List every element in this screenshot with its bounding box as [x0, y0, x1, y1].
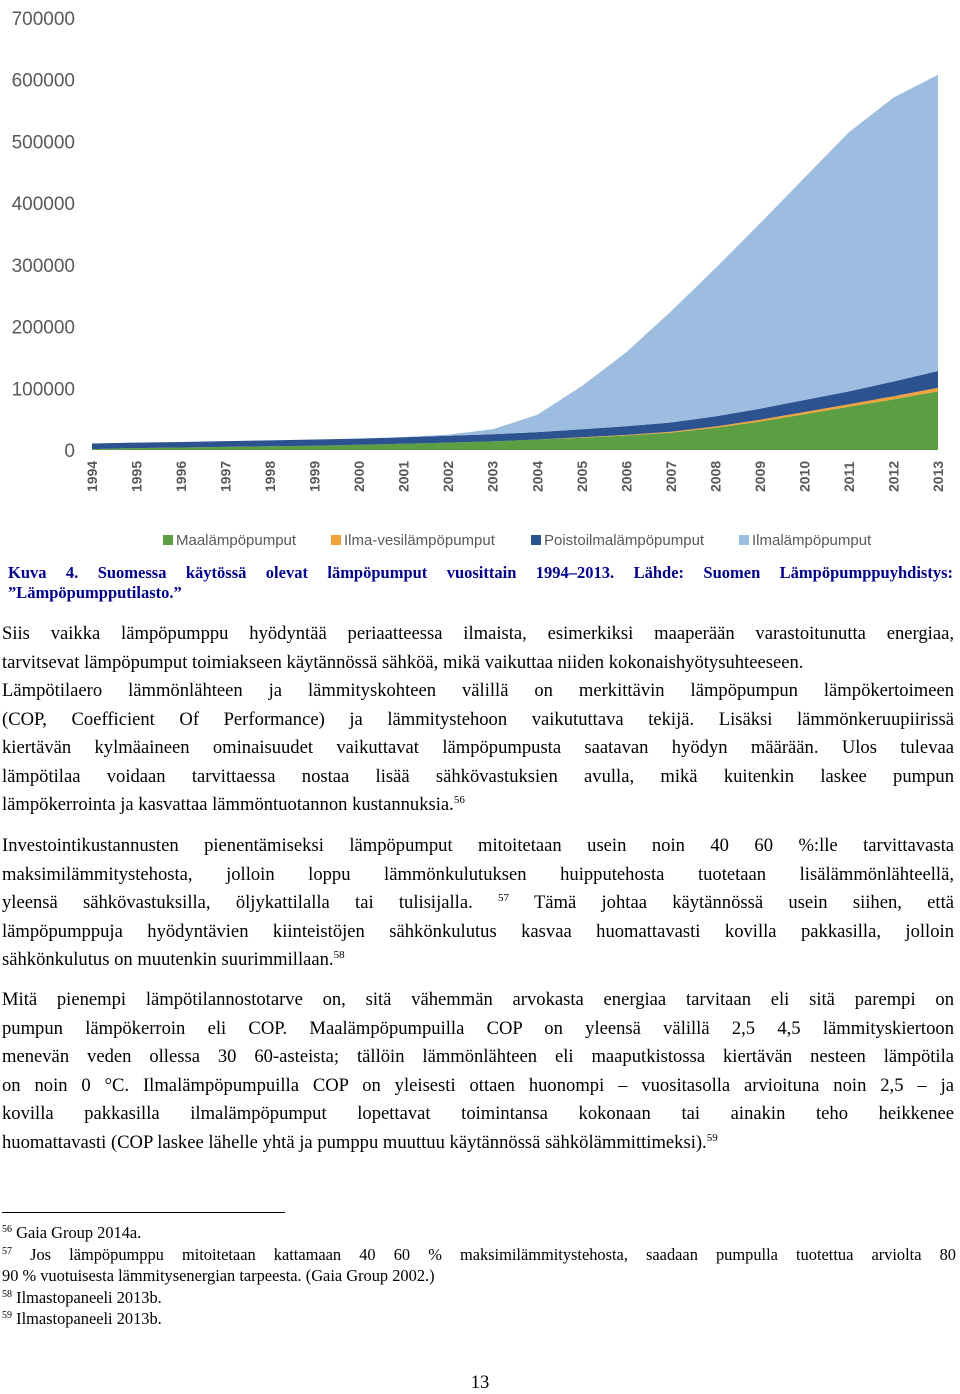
p1-line: kiertävän kylmäaineen ominaisuudet vaikuttavat lämpöpumpusta saatavan hyödyn määrään. Ulos tulevaa: [2, 737, 954, 758]
p3-line: Mitä pienempi lämpötilannostotarve on, sitä vähemmän arvokasta energiaa tarvitaan eli sitä parempi on: [2, 989, 954, 1010]
legend-swatch: [163, 535, 173, 545]
x-tick-label: 2013: [930, 460, 946, 492]
x-tick-label: 2008: [707, 460, 724, 492]
legend-swatch: [531, 535, 541, 545]
p1-line: lämpötilaa voidaan tarvittaessa nostaa lisää sähkövastuksien avulla, mikä kuitenkin laskee pumpun: [2, 765, 954, 787]
page-number: 13: [470, 1372, 490, 1393]
p2-line: lämpöpumppuja hyödyntävien kiinteistöjen sähkönkulutus kasvaa huomattavasti kovilla pakkasilla, jolloin: [2, 920, 954, 942]
footnote-59: [2, 1308, 956, 1330]
x-tick-label: 1996: [173, 460, 190, 492]
p3-line: menevän veden ollessa 30 60-asteista; tällöin lämmönlähteen eli maaputkistossa kiertävän nesteen lämpötila: [2, 1046, 954, 1067]
p2-line: Investointikustannusten pienentämiseksi lämpöpumput mitoitetaan usein noin 40 60 %:lle tarvittavasta: [2, 835, 954, 856]
legend-label: Maalämpöpumput: [176, 532, 297, 549]
footnotes: [2, 1222, 956, 1330]
y-tick-label: 600000: [11, 70, 75, 92]
p2-line: Tämä johtaa käytännössä usein siihen, että: [533, 892, 954, 913]
y-tick-label: 700000: [11, 9, 75, 30]
x-tick-label: 2007: [662, 460, 679, 492]
footnote-ref-57[interactable]: 57: [498, 892, 510, 904]
chart-areas: [92, 75, 938, 450]
footnote-text: Ilmastopaneeli 2013b.: [16, 1287, 162, 1307]
footnote-text: Jos lämpöpumppu mitoitetaan kattamaan 40 60 % maksimilämmitystehosta, saadaan pumpulla tuotettua arviolta 80: [30, 1244, 956, 1264]
y-axis-ticks: [12, 9, 75, 462]
x-tick-label: 2001: [395, 460, 412, 492]
figure-caption: [8, 563, 953, 603]
p2-line: sähkönkulutus on muutenkin suurimmillaan.: [2, 949, 334, 970]
caption-line-1: Kuva 4. Suomessa käytössä olevat lämpöpumput vuosittain 1994–2013. Lähde: Suomen Lämpöpumppuyhdistys:: [8, 563, 953, 582]
footnote-text: Ilmastopaneeli 2013b.: [16, 1309, 162, 1328]
x-tick-label: 1999: [306, 460, 323, 492]
x-tick-label: 2009: [751, 460, 768, 492]
x-axis-ticks: [84, 461, 946, 492]
x-tick-label: 1994: [84, 460, 100, 492]
footnote-ref-56[interactable]: 56: [453, 794, 465, 806]
x-tick-label: 2006: [618, 460, 635, 492]
footnote-number: 56: [2, 1224, 12, 1235]
p1-line: Siis vaikka lämpöpumppu hyödyntää periaatteessa ilmaista, esimerkiksi maaperään varastoitunutta energiaa,: [2, 623, 954, 644]
x-tick-label: 2002: [440, 460, 457, 492]
p3-line: pumpun lämpökerroin eli COP. Maalämpöpumpuilla COP on yleensä välillä 2,5 4,5 lämmityskiertoon: [2, 1017, 954, 1039]
x-tick-label: 2010: [796, 460, 813, 492]
footnote-number: 59: [2, 1310, 12, 1321]
y-tick-label: 400000: [11, 194, 75, 216]
x-tick-label: 2004: [529, 460, 546, 492]
footnote-57-cont: 90 % vuotuisesta lämmitysenergian tarpeesta. (Gaia Group 2002.): [2, 1266, 435, 1285]
paragraph-2: [2, 832, 954, 975]
legend-swatch: [739, 535, 749, 545]
p3-line: huomattavasti (COP laskee lähelle yhtä ja pumppu muuttuu käytännössä sähkölämmittimeksi).: [2, 1131, 707, 1153]
p1-line: (COP, Coefficient Of Performance) ja lämmitystehoon vaikututtava tekijä. Lisäksi lämmönkeruupiirissä: [2, 708, 954, 730]
p2-line: maksimilämmitystehosta, jolloin loppu lämmönkulutuksen huipputehosta tuotetaan lisälämmönlähteellä,: [2, 863, 954, 885]
p1-line: tarvitsevat lämpöpumput toimiakseen käytännössä sähköä, mikä vaikuttaa niiden kokonaishyötysuhteeseen.: [2, 651, 804, 673]
footnote-ref-58[interactable]: 58: [333, 949, 345, 961]
legend-swatch: [331, 535, 341, 545]
p3-line: kovilla pakkasilla ilmalämpöpumput lopettavat toimintansa kokonaan tai ainakin teho heikkenee: [2, 1103, 954, 1124]
footnote-number: 58: [2, 1288, 12, 1300]
heat-pump-chart: [0, 0, 960, 560]
p1-line: Lämpötilaero lämmönlähteen ja lämmityskohteen välillä on merkittävin lämpöpumpun lämpökertoimeen: [2, 680, 954, 701]
paragraph-1: [2, 620, 954, 820]
x-tick-label: 2012: [885, 460, 902, 492]
footnote-58: [2, 1287, 956, 1309]
x-tick-label: 2003: [484, 460, 501, 492]
x-tick-label: 1998: [262, 460, 279, 492]
y-tick-label: 200000: [11, 317, 75, 339]
x-tick-label: 2011: [840, 461, 857, 492]
legend-label: Ilma-vesilämpöpumput: [344, 532, 495, 549]
chart-legend: [163, 532, 872, 549]
footnote-text: Gaia Group 2014a.: [16, 1223, 142, 1242]
p2-line: yleensä sähkövastuksilla, öljykattilalla tai tulisijalla.: [2, 892, 473, 913]
x-tick-label: 2000: [351, 460, 368, 492]
area-series-3: [92, 75, 938, 444]
footnote-56: [2, 1222, 956, 1244]
paragraph-3: [2, 986, 954, 1157]
footnote-number: 57: [2, 1245, 12, 1257]
y-tick-label: 300000: [11, 255, 75, 277]
p1-line: lämpökerrointa ja kasvattaa lämmöntuotannon kustannuksia.: [2, 794, 454, 815]
legend-label: Ilmalämpöpumput: [752, 532, 872, 549]
footnote-separator: [2, 1212, 285, 1213]
y-tick-label: 500000: [11, 132, 75, 154]
legend-label: Poistoilmalämpöpumput: [544, 532, 705, 549]
chart-svg: [0, 0, 960, 560]
x-tick-label: 1997: [217, 460, 234, 492]
caption-line-2: ”Lämpöpumpputilasto.”: [8, 583, 182, 602]
y-tick-label: 0: [64, 441, 75, 462]
x-tick-label: 2005: [573, 460, 590, 492]
x-tick-label: 1995: [128, 460, 145, 492]
footnote-ref-59[interactable]: 59: [706, 1131, 718, 1144]
footnote-57: [2, 1244, 956, 1266]
p3-line: on noin 0 °C. Ilmalämpöpumpuilla COP on yleisesti ottaen huonompi – vuositasolla arvioituna noin 2,5 – ja: [2, 1074, 954, 1096]
y-tick-label: 100000: [11, 379, 75, 401]
